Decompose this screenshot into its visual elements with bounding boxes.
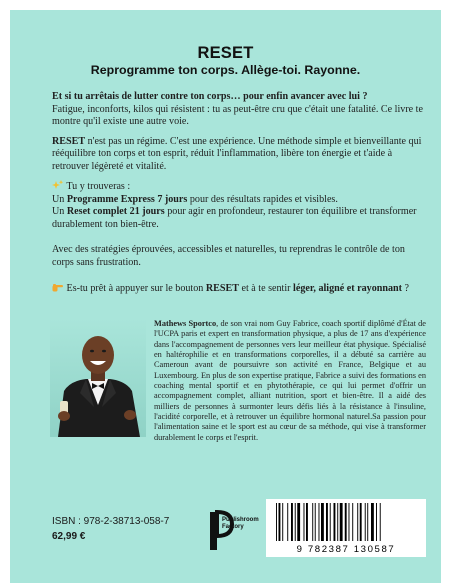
barcode (266, 499, 426, 557)
blurb (52, 91, 424, 296)
intro-question: Et si tu arrêtais de lutter contre ton corps… pour enfin avancer avec lui ? (52, 91, 368, 102)
price: 62,99 € (52, 531, 86, 542)
strategies-paragraph: Avec des stratégies éprouvées, accessibles et naturelles, tu reprendras le contrôle de ton corps sans frustration. (52, 244, 405, 268)
book-back-cover (10, 10, 441, 583)
find-label: Tu y trouveras : (66, 181, 131, 192)
book-title: RESET (197, 44, 254, 62)
reset-brand: RESET (52, 135, 86, 147)
author-bio-text: , de son vrai nom Guy Fabrice, coach sportif diplômé d'État de l'UCPA paris et expert en transformation physique, a plus de 17 ans d'expérience dans l'accompagnement de personnes vers leur meilleur état physique. Spécialisé en haltérophilie et en transformations corporelles, il a débuté sa carrière au Cameroun avant de poursuivre son activité en France, Belgique et au Luxembourg. En plus de son expertise pratique, Fabrice a suivi des formations en coaching mental sportif et en phytothérapie, ce qui lui permet d'offrir un accompagnement complet, alliant nutrition, sport et bien-être. Il a aidé des milliers de personnes à surmonter leurs défis liés à la résistance à l'insuline, l'acidité corporelle, et à retrouver un équilibre hormonal naturel.Sa passion pour l'alimentation saine et le sport est au cœur de sa méthode, qui vise à transformer durablement le corps et l'esprit. (154, 319, 426, 442)
barcode-bars (266, 499, 426, 545)
author-bio (52, 319, 426, 443)
sparkles-icon (52, 180, 64, 190)
cta-paragraph: Es-tu prêt à appuyer sur le bouton RESET et à te sentir léger, aligné et rayonnant ? (52, 282, 424, 296)
intro-text: Fatigue, inconforts, kilos qui résistent : tu as peut-être cru que c'était une fatalité. Ce livre te montre qu'il existe une autre voie. (52, 103, 423, 127)
barcode-digits: 9 782387 130587 (296, 544, 396, 555)
express-program: Programme Express 7 jours (66, 193, 188, 205)
complete-reset: Reset complet 21 jours (66, 206, 165, 217)
publisher-name-line1: Publishroom (222, 517, 259, 523)
author-name: Mathews Sportco (154, 319, 217, 328)
publisher-logo (208, 506, 260, 554)
reset-paragraph (52, 136, 424, 174)
pointing-hand-icon (52, 282, 64, 292)
book-subtitle: Reprogramme ton corps. Allège-toi. Rayonne. (90, 63, 361, 77)
publisher-name-line2: Factory (222, 523, 244, 530)
intro-paragraph (52, 91, 424, 129)
isbn: ISBN : 978-2-38713-058-7 (52, 516, 170, 527)
find-paragraph: Tu y trouveras : Un Programme Express 7 jours pour des résultats rapides et visibles. Un Reset complet 21 jours pour agir en profondeur, restaurer ton équilibre et transformer durablement ton bien-être. (52, 181, 417, 230)
reset-text: n'est pas un régime. C'est une expérience. Une méthode simple et bienveillante qui rééquilibre ton corps et ton esprit, réduit l'inflammation, libère ton énergie et t'aide à retrouver légèreté et vitalité. (52, 135, 422, 172)
